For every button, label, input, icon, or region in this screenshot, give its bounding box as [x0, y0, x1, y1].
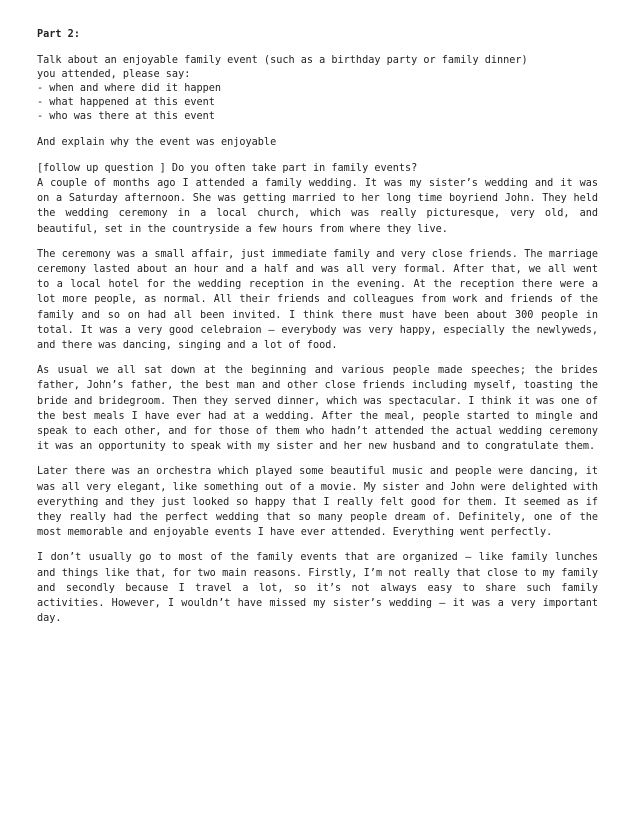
prompt-intro-line-1: Talk about an enjoyable family event (such as a birthday party or family dinner)	[37, 55, 528, 66]
answer-paragraph-4: Later there was an orchestra which played some beautiful music and people were dancing, it was all very elegant, like something out of a movie. My sister and John were delighted with everything and they just looked so happy that I really felt good for them. It seemed as if they really had the perfect wedding that so many people dream of. Definitely, one of the most memorable and enjoyable events I have ever attended. Everything went perfectly.	[37, 466, 598, 539]
prompt-bullet-who: - who was there at this event	[37, 111, 215, 122]
answer-paragraph-3: As usual we all sat down at the beginning and various people made speeches; the brides father, John’s father, the best man and other close friends including myself, toasting the bride and bridegroom. Then they served dinner, which was spectacular. I think it was one of the best meals I have ever had at a wedding. After the meal, people started to mingle and speak to each other, and for those of them who hadn’t attended the actual wedding ceremony it was an opportunity to speak with my sister and her new husband and to congratulate them.	[37, 365, 598, 453]
prompt-bullet-what: - what happened at this event	[37, 97, 215, 108]
prompt-intro-line-2: you attended, please say:	[37, 69, 191, 80]
prompt-intro	[37, 54, 598, 82]
prompt-bullet-list	[37, 82, 598, 124]
answer-paragraph-1: A couple of months ago I attended a family wedding. It was my sister’s wedding and it was on a Saturday afternoon. She was getting married to her long time boyriend John. They held the wedding ceremony in a local church, which was really picturesque, very old, and beautiful, set in the countryside a few hours from where they live.	[37, 178, 598, 235]
part-heading: Part 2:	[37, 29, 80, 40]
follow-up-question: [follow up question ] Do you often take part in family events?	[37, 163, 418, 174]
prompt-explain: And explain why the event was enjoyable	[37, 137, 277, 148]
part-heading-text: Part 2	[37, 29, 74, 40]
answer-paragraph-5: I don’t usually go to most of the family events that are organized – like family lunches and things like that, for two main reasons. Firstly, I’m not really that close to my family and secondly because I travel a lot, so it’s not always easy to share such family activities. However, I wouldn’t have missed my sister’s wedding – it was a very important day.	[37, 552, 598, 625]
prompt-bullet-when: - when and where did it happen	[37, 83, 222, 94]
answer-paragraph-2: The ceremony was a small affair, just immediate family and very close friends. The marriage ceremony lasted about an hour and a half and was all very formal. After that, we all went to a local hotel for the wedding reception in the evening. At the reception there were a lot more people, as normal. All their friends and colleagues from work and friends of the family and so on had all been invited. I think there must have been about 300 people in total. It was a very good celebraion – everybody was very happy, especially the newlyweds, and there was dancing, singing and a lot of food.	[37, 248, 598, 352]
